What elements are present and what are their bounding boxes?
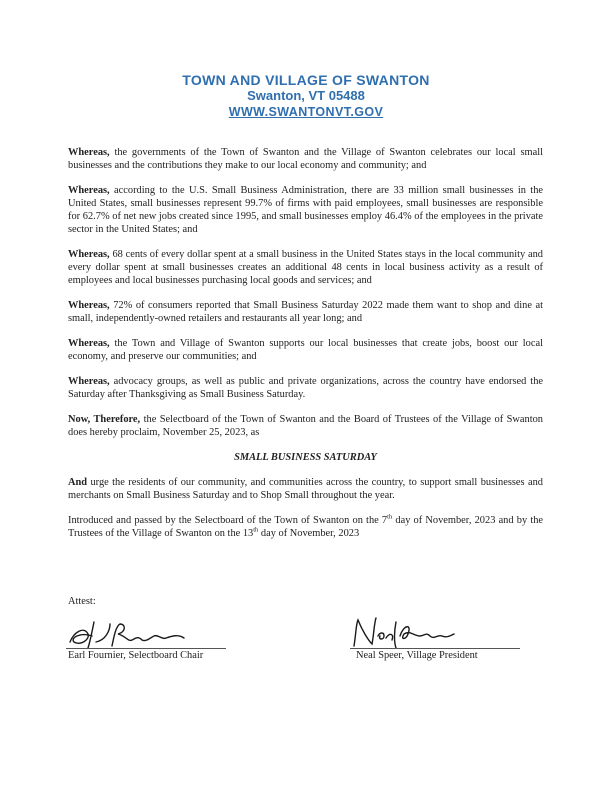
whereas-paragraph-4: [68, 299, 543, 325]
introduced-text: Introduced and passed by the Selectboard of the Town of Swanton on the 7: [68, 515, 388, 526]
ordinal-suffix: th: [387, 513, 393, 521]
signature-earl-fournier: [66, 612, 226, 652]
whereas-paragraph-6: [68, 375, 543, 401]
introduced-text: day of November, 2023: [258, 528, 360, 539]
paragraph-text: 68 cents of every dollar spent at a small business in the United States stays in the local community and every dollar spent at small businesses creates an additional 48 cents in local business activity as a result of employees and local businesses purchasing local goods and services; and: [68, 249, 543, 286]
closing-paragraph: [68, 476, 543, 502]
letterhead-city: Swanton, VT 05488: [247, 88, 365, 103]
signer-name-chair: Earl Fournier, Selectboard Chair: [68, 650, 204, 661]
paragraph-lead: Whereas,: [68, 338, 110, 349]
paragraph-lead: Whereas,: [68, 147, 110, 158]
whereas-paragraph-2: [68, 184, 543, 236]
proclamation-title: SMALL BUSINESS SATURDAY: [234, 452, 377, 463]
paragraph-text: according to the U.S. Small Business Administration, there are 33 million small businesses in the United States, small businesses represent 99.7% of firms with paid employees, small businesses are responsible for 62.7% of net new jobs created since 1995, and small businesses employ 46.4% of the employees in the private sector in the United States; and: [68, 185, 543, 235]
letterhead-title: TOWN AND VILLAGE OF SWANTON: [182, 72, 430, 88]
paragraph-text: the Selectboard of the Town of Swanton and the Board of Trustees of the Village of Swanton does hereby proclaim, November 25, 2023, as: [68, 414, 543, 438]
whereas-paragraph-3: [68, 248, 543, 287]
now-therefore-paragraph: [68, 413, 543, 439]
paragraph-lead: Whereas,: [68, 300, 110, 311]
whereas-paragraph-1: [68, 146, 543, 172]
paragraph-lead: Whereas,: [68, 249, 110, 260]
paragraph-lead: Now, Therefore,: [68, 414, 141, 425]
letterhead: [0, 72, 612, 121]
paragraph-text: urge the residents of our community, and communities across the country, to support small businesses and merchants on Small Business Saturday and to Shop Small throughout the year.: [68, 477, 543, 501]
introduced-paragraph: [68, 514, 543, 540]
paragraph-text: 72% of consumers reported that Small Business Saturday 2022 made them want to shop and dine at small, independently-owned retailers and restaurants all year long; and: [68, 300, 543, 324]
whereas-paragraph-5: [68, 337, 543, 363]
paragraph-lead: And: [68, 477, 88, 488]
introduced-text: day of November, 2023 and by the Trustees of the Village of Swanton on the 13: [68, 515, 544, 539]
paragraph-text: advocacy groups, as well as public and private organizations, across the country have endorsed the Saturday after Thanksgiving as Small Business Saturday.: [68, 376, 543, 400]
attest-label: Attest:: [68, 596, 96, 607]
paragraph-lead: Whereas,: [68, 185, 110, 196]
paragraph-text: the governments of the Town of Swanton and the Village of Swanton celebrates our local small businesses and the contributions they make to our local economy and community; and: [68, 147, 543, 171]
signature-line-president: [350, 648, 520, 649]
ordinal-suffix: th: [253, 526, 259, 534]
letterhead-website-link[interactable]: WWW.SWANTONVT.GOV: [228, 105, 384, 119]
signer-name-president: Neal Speer, Village President: [356, 650, 478, 661]
paragraph-text: the Town and Village of Swanton supports our local businesses that create jobs, boost our local economy, and preserve our communities; and: [68, 338, 543, 362]
paragraph-lead: Whereas,: [68, 376, 110, 387]
proclamation-body: [68, 146, 543, 552]
signature-line-chair: [66, 648, 226, 649]
